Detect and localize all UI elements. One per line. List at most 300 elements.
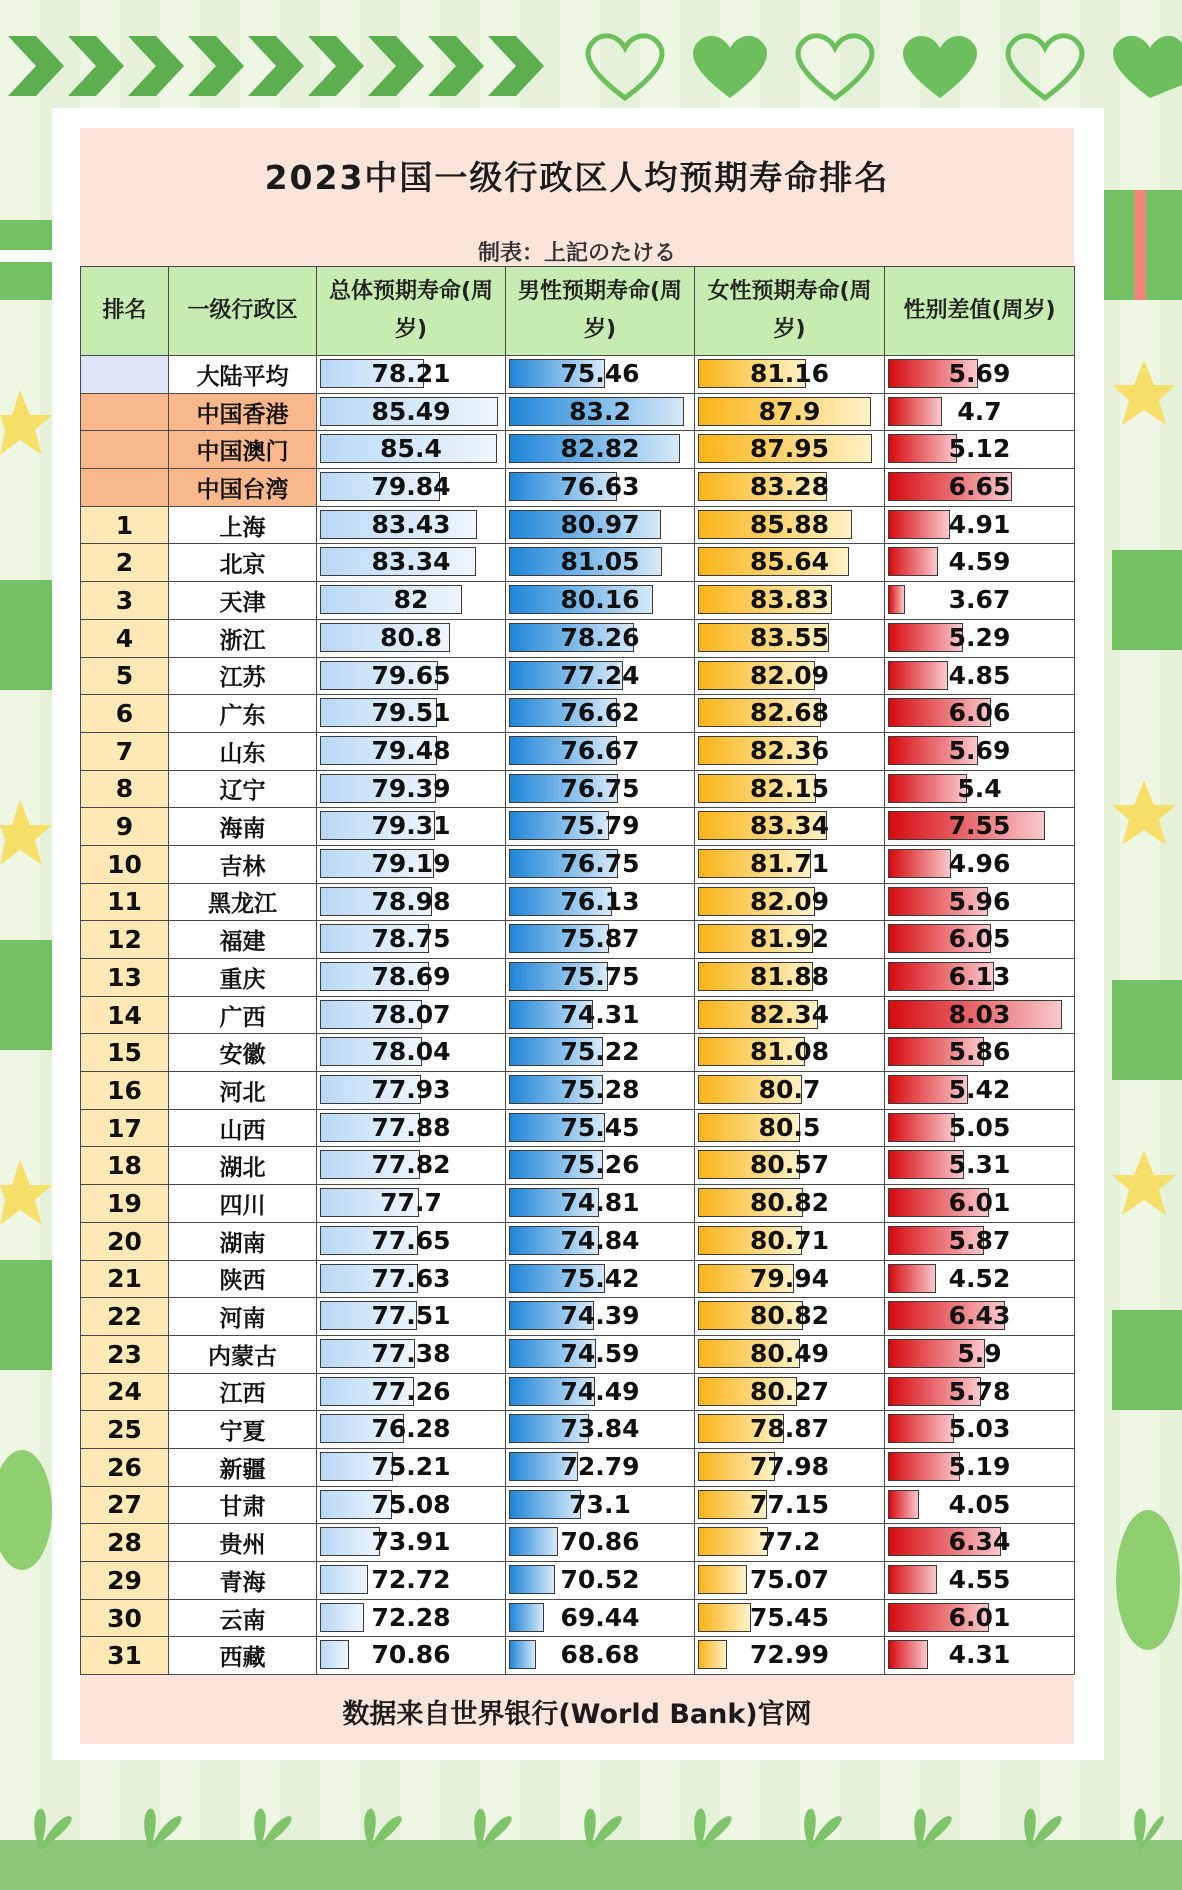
female-cell bbox=[695, 1185, 885, 1223]
gift-icon bbox=[1112, 1310, 1182, 1410]
rank-cell: 14 bbox=[81, 996, 169, 1034]
female-value: 85.64 bbox=[749, 547, 830, 577]
female-cell bbox=[695, 393, 885, 431]
table-row bbox=[81, 1524, 1075, 1562]
total-cell bbox=[317, 996, 506, 1034]
female-cell bbox=[695, 959, 885, 997]
table-row bbox=[81, 1147, 1075, 1185]
total-cell bbox=[317, 544, 506, 582]
total-cell bbox=[317, 1298, 506, 1336]
region-cell: 四川 bbox=[169, 1185, 317, 1223]
female-value: 81.92 bbox=[749, 924, 830, 954]
female-cell bbox=[695, 1298, 885, 1336]
rank-cell: 6 bbox=[81, 695, 169, 733]
table-row bbox=[81, 1486, 1075, 1524]
gap-value: 4.96 bbox=[948, 848, 1011, 878]
female-cell bbox=[695, 619, 885, 657]
rank-cell: 2 bbox=[81, 544, 169, 582]
total-value: 75.08 bbox=[371, 1489, 451, 1519]
female-cell bbox=[695, 770, 885, 808]
male-value: 75.42 bbox=[560, 1263, 640, 1293]
female-value: 82.68 bbox=[749, 698, 830, 728]
male-cell bbox=[506, 1562, 695, 1600]
total-cell bbox=[317, 845, 506, 883]
table-row bbox=[81, 1448, 1075, 1486]
female-value: 85.88 bbox=[749, 509, 830, 539]
total-cell bbox=[317, 469, 506, 507]
male-value: 76.62 bbox=[560, 698, 640, 728]
female-cell bbox=[695, 657, 885, 695]
total-value: 79.39 bbox=[371, 773, 451, 803]
female-value: 77.2 bbox=[758, 1527, 821, 1557]
region-cell: 贵州 bbox=[169, 1524, 317, 1562]
total-value: 79.19 bbox=[371, 848, 451, 878]
total-cell bbox=[317, 921, 506, 959]
right-decoration bbox=[1104, 150, 1182, 1700]
female-value: 77.98 bbox=[749, 1451, 830, 1481]
gap-cell bbox=[885, 393, 1075, 431]
male-cell bbox=[506, 1335, 695, 1373]
female-value: 81.71 bbox=[749, 848, 830, 878]
total-value: 77.38 bbox=[371, 1338, 451, 1368]
region-cell: 西藏 bbox=[169, 1637, 317, 1675]
rank-cell: 19 bbox=[81, 1185, 169, 1223]
female-value: 82.15 bbox=[749, 773, 830, 803]
gap-value: 5.87 bbox=[948, 1225, 1011, 1255]
total-cell bbox=[317, 1524, 506, 1562]
total-value: 75.21 bbox=[371, 1451, 451, 1481]
gap-value: 4.52 bbox=[948, 1263, 1011, 1293]
male-cell bbox=[506, 356, 695, 394]
male-value: 74.81 bbox=[560, 1188, 640, 1218]
male-value: 70.86 bbox=[560, 1527, 640, 1557]
gap-cell bbox=[885, 770, 1075, 808]
male-cell bbox=[506, 770, 695, 808]
gap-cell bbox=[885, 1072, 1075, 1110]
gap-value: 4.55 bbox=[948, 1565, 1011, 1594]
gap-value: 5.12 bbox=[948, 434, 1011, 464]
rank-cell: 25 bbox=[81, 1411, 169, 1449]
region-cell: 新疆 bbox=[169, 1448, 317, 1486]
gap-value: 4.31 bbox=[948, 1640, 1011, 1670]
region-cell: 大陆平均 bbox=[169, 356, 317, 394]
female-value: 80.71 bbox=[749, 1225, 830, 1255]
total-value: 79.31 bbox=[371, 811, 451, 841]
region-cell: 福建 bbox=[169, 921, 317, 959]
gap-value: 6.01 bbox=[948, 1602, 1011, 1632]
region-cell: 海南 bbox=[169, 808, 317, 846]
male-value: 81.05 bbox=[560, 547, 640, 577]
header-region: 一级行政区 bbox=[169, 267, 317, 356]
male-value: 73.1 bbox=[569, 1489, 631, 1519]
male-value: 83.2 bbox=[569, 396, 631, 426]
total-value: 78.98 bbox=[371, 886, 451, 916]
gap-cell bbox=[885, 883, 1075, 921]
header-male: 男性预期寿命(周岁) bbox=[506, 267, 695, 356]
gift-icon bbox=[1112, 980, 1182, 1080]
total-value: 83.34 bbox=[371, 547, 451, 577]
total-cell bbox=[317, 1448, 506, 1486]
gap-cell bbox=[885, 506, 1075, 544]
total-cell bbox=[317, 1637, 506, 1675]
female-cell bbox=[695, 1109, 885, 1147]
life-expectancy-table bbox=[80, 266, 1075, 1675]
chart-title: 2023中国一级行政区人均预期寿命排名 bbox=[264, 158, 890, 197]
table-row bbox=[81, 770, 1075, 808]
gift-icon bbox=[0, 1260, 52, 1370]
gap-cell bbox=[885, 732, 1075, 770]
rank-cell bbox=[81, 393, 169, 431]
rank-cell: 18 bbox=[81, 1147, 169, 1185]
gap-cell bbox=[885, 1109, 1075, 1147]
male-cell bbox=[506, 544, 695, 582]
female-cell bbox=[695, 356, 885, 394]
region-cell: 山东 bbox=[169, 732, 317, 770]
region-cell: 宁夏 bbox=[169, 1411, 317, 1449]
total-value: 76.28 bbox=[371, 1414, 451, 1444]
male-cell bbox=[506, 921, 695, 959]
female-value: 82.34 bbox=[749, 999, 830, 1029]
female-value: 72.99 bbox=[749, 1640, 830, 1670]
female-cell bbox=[695, 431, 885, 469]
female-value: 80.82 bbox=[749, 1301, 830, 1331]
male-value: 75.75 bbox=[560, 962, 640, 991]
total-value: 80.8 bbox=[380, 622, 442, 652]
total-value: 78.75 bbox=[371, 924, 451, 954]
male-cell bbox=[506, 695, 695, 733]
gap-value: 5.05 bbox=[948, 1112, 1011, 1142]
total-cell bbox=[317, 1599, 506, 1637]
table-row bbox=[81, 808, 1075, 846]
male-cell bbox=[506, 959, 695, 997]
male-value: 70.52 bbox=[560, 1565, 640, 1594]
table-row bbox=[81, 469, 1075, 507]
total-value: 78.04 bbox=[371, 1037, 451, 1067]
gap-value: 5.42 bbox=[948, 1075, 1011, 1105]
chevron-icons bbox=[8, 36, 544, 96]
rank-cell: 7 bbox=[81, 732, 169, 770]
male-value: 76.75 bbox=[560, 773, 640, 803]
female-value: 80.5 bbox=[758, 1112, 821, 1142]
table-row bbox=[81, 695, 1075, 733]
total-cell bbox=[317, 1147, 506, 1185]
star-icon bbox=[0, 1160, 52, 1225]
gap-value: 6.01 bbox=[948, 1188, 1011, 1218]
male-cell bbox=[506, 845, 695, 883]
region-cell: 中国香港 bbox=[169, 393, 317, 431]
female-cell bbox=[695, 1222, 885, 1260]
male-cell bbox=[506, 1109, 695, 1147]
gap-cell bbox=[885, 1147, 1075, 1185]
male-cell bbox=[506, 996, 695, 1034]
female-value: 78.87 bbox=[749, 1414, 830, 1444]
star-icon bbox=[0, 390, 52, 455]
female-cell bbox=[695, 506, 885, 544]
gap-cell bbox=[885, 1298, 1075, 1336]
rank-cell: 31 bbox=[81, 1637, 169, 1675]
male-value: 75.46 bbox=[560, 359, 640, 388]
gift-icon bbox=[0, 940, 52, 1050]
gap-cell bbox=[885, 1373, 1075, 1411]
female-value: 82.09 bbox=[749, 886, 830, 916]
total-value: 70.86 bbox=[371, 1640, 451, 1670]
female-cell bbox=[695, 582, 885, 620]
region-cell: 广东 bbox=[169, 695, 317, 733]
region-cell: 黑龙江 bbox=[169, 883, 317, 921]
source-note: 数据来自世界银行(World Bank)官网 bbox=[342, 1699, 812, 1730]
gap-value: 5.19 bbox=[948, 1451, 1011, 1481]
gap-cell bbox=[885, 1486, 1075, 1524]
rank-cell: 1 bbox=[81, 506, 169, 544]
male-cell bbox=[506, 1599, 695, 1637]
rank-cell: 12 bbox=[81, 921, 169, 959]
gap-value: 5.31 bbox=[948, 1150, 1011, 1180]
gap-value: 5.29 bbox=[948, 622, 1011, 652]
region-cell: 内蒙古 bbox=[169, 1335, 317, 1373]
total-cell bbox=[317, 959, 506, 997]
table-row bbox=[81, 1298, 1075, 1336]
region-cell: 安徽 bbox=[169, 1034, 317, 1072]
female-cell bbox=[695, 1034, 885, 1072]
rank-cell: 27 bbox=[81, 1486, 169, 1524]
female-cell bbox=[695, 1373, 885, 1411]
gap-cell bbox=[885, 431, 1075, 469]
male-value: 76.75 bbox=[560, 848, 640, 878]
gap-cell bbox=[885, 1524, 1075, 1562]
region-cell: 中国台湾 bbox=[169, 469, 317, 507]
female-cell bbox=[695, 1599, 885, 1637]
region-cell: 广西 bbox=[169, 996, 317, 1034]
gap-cell bbox=[885, 619, 1075, 657]
male-cell bbox=[506, 1034, 695, 1072]
table-row bbox=[81, 1411, 1075, 1449]
female-value: 80.27 bbox=[749, 1376, 830, 1406]
pea-character-icon bbox=[0, 1450, 52, 1570]
total-cell bbox=[317, 695, 506, 733]
female-cell bbox=[695, 1524, 885, 1562]
male-value: 80.97 bbox=[560, 509, 640, 539]
table-row bbox=[81, 845, 1075, 883]
rank-cell: 29 bbox=[81, 1562, 169, 1600]
region-cell: 天津 bbox=[169, 582, 317, 620]
total-cell bbox=[317, 1562, 506, 1600]
total-cell bbox=[317, 356, 506, 394]
male-cell bbox=[506, 1637, 695, 1675]
region-cell: 重庆 bbox=[169, 959, 317, 997]
total-cell bbox=[317, 732, 506, 770]
table-row bbox=[81, 619, 1075, 657]
table-row bbox=[81, 1185, 1075, 1223]
total-value: 83.43 bbox=[371, 509, 451, 539]
male-cell bbox=[506, 808, 695, 846]
male-cell bbox=[506, 1260, 695, 1298]
male-value: 76.67 bbox=[560, 735, 640, 765]
gap-value: 6.65 bbox=[948, 472, 1011, 502]
male-cell bbox=[506, 1222, 695, 1260]
region-cell: 江苏 bbox=[169, 657, 317, 695]
rank-cell: 22 bbox=[81, 1298, 169, 1336]
female-value: 87.95 bbox=[749, 434, 830, 464]
male-cell bbox=[506, 1448, 695, 1486]
pea-character-icon bbox=[1116, 1510, 1180, 1650]
rank-cell: 13 bbox=[81, 959, 169, 997]
gap-value: 3.67 bbox=[948, 585, 1011, 615]
bottom-decoration bbox=[0, 1740, 1182, 1890]
female-cell bbox=[695, 1072, 885, 1110]
gap-cell bbox=[885, 1562, 1075, 1600]
female-value: 87.9 bbox=[758, 396, 821, 426]
female-value: 80.82 bbox=[749, 1188, 830, 1218]
male-value: 74.31 bbox=[560, 999, 640, 1029]
total-value: 79.51 bbox=[371, 698, 451, 728]
region-cell: 湖南 bbox=[169, 1222, 317, 1260]
star-icon bbox=[1112, 360, 1176, 425]
table-row bbox=[81, 1072, 1075, 1110]
female-cell bbox=[695, 1637, 885, 1675]
header-female: 女性预期寿命(周岁) bbox=[695, 267, 885, 356]
rank-cell: 10 bbox=[81, 845, 169, 883]
rank-cell: 16 bbox=[81, 1072, 169, 1110]
female-value: 79.94 bbox=[749, 1263, 830, 1293]
gap-value: 6.05 bbox=[948, 924, 1011, 954]
female-value: 81.16 bbox=[749, 359, 830, 388]
gap-cell bbox=[885, 657, 1075, 695]
region-cell: 湖北 bbox=[169, 1147, 317, 1185]
table-row bbox=[81, 1109, 1075, 1147]
rank-cell: 24 bbox=[81, 1373, 169, 1411]
chart-credit: 制表：上記のたける bbox=[477, 241, 676, 266]
gap-cell bbox=[885, 1222, 1075, 1260]
gap-cell bbox=[885, 1335, 1075, 1373]
female-value: 80.7 bbox=[758, 1075, 821, 1105]
gap-cell bbox=[885, 845, 1075, 883]
female-cell bbox=[695, 1260, 885, 1298]
female-cell bbox=[695, 808, 885, 846]
total-cell bbox=[317, 808, 506, 846]
gap-cell bbox=[885, 808, 1075, 846]
region-cell: 上海 bbox=[169, 506, 317, 544]
table-row bbox=[81, 582, 1075, 620]
rank-cell: 17 bbox=[81, 1109, 169, 1147]
female-value: 80.57 bbox=[749, 1150, 830, 1180]
gap-value: 8.03 bbox=[948, 999, 1011, 1029]
total-value: 77.88 bbox=[371, 1112, 451, 1142]
table-row bbox=[81, 431, 1075, 469]
male-cell bbox=[506, 582, 695, 620]
gap-cell bbox=[885, 469, 1075, 507]
male-value: 73.84 bbox=[560, 1414, 640, 1444]
rank-cell: 23 bbox=[81, 1335, 169, 1373]
gap-value: 4.7 bbox=[957, 396, 1002, 426]
total-value: 77.82 bbox=[371, 1150, 451, 1180]
gap-cell bbox=[885, 959, 1075, 997]
female-cell bbox=[695, 1411, 885, 1449]
female-value: 83.83 bbox=[749, 585, 830, 615]
female-value: 75.45 bbox=[749, 1602, 830, 1632]
region-cell: 辽宁 bbox=[169, 770, 317, 808]
total-value: 79.48 bbox=[371, 735, 451, 765]
male-cell bbox=[506, 883, 695, 921]
total-cell bbox=[317, 1486, 506, 1524]
male-cell bbox=[506, 1185, 695, 1223]
rank-cell: 28 bbox=[81, 1524, 169, 1562]
total-cell bbox=[317, 1260, 506, 1298]
female-cell bbox=[695, 732, 885, 770]
gap-value: 5.96 bbox=[948, 886, 1011, 916]
female-cell bbox=[695, 996, 885, 1034]
rank-cell: 3 bbox=[81, 582, 169, 620]
female-cell bbox=[695, 921, 885, 959]
gap-cell bbox=[885, 695, 1075, 733]
table-row bbox=[81, 1562, 1075, 1600]
male-value: 69.44 bbox=[560, 1602, 640, 1632]
left-decoration bbox=[0, 200, 52, 1700]
header-total: 总体预期寿命(周岁) bbox=[317, 267, 506, 356]
gap-cell bbox=[885, 1260, 1075, 1298]
gap-value: 6.13 bbox=[948, 962, 1011, 991]
total-value: 82 bbox=[393, 585, 429, 615]
gap-value: 5.78 bbox=[948, 1376, 1011, 1406]
total-value: 79.84 bbox=[371, 472, 451, 502]
total-value: 77.65 bbox=[371, 1225, 451, 1255]
rank-cell: 5 bbox=[81, 657, 169, 695]
male-value: 72.79 bbox=[560, 1451, 640, 1481]
total-value: 77.26 bbox=[371, 1376, 451, 1406]
region-cell: 吉林 bbox=[169, 845, 317, 883]
female-cell bbox=[695, 883, 885, 921]
table-row bbox=[81, 1034, 1075, 1072]
table-header-row bbox=[81, 267, 1075, 356]
gap-value: 6.34 bbox=[948, 1527, 1011, 1557]
male-value: 78.26 bbox=[560, 622, 640, 652]
table-row bbox=[81, 1335, 1075, 1373]
gap-cell bbox=[885, 1637, 1075, 1675]
gap-value: 5.03 bbox=[948, 1414, 1011, 1444]
total-value: 78.69 bbox=[371, 962, 451, 991]
region-cell: 河南 bbox=[169, 1298, 317, 1336]
male-value: 75.22 bbox=[560, 1037, 640, 1067]
female-value: 83.34 bbox=[749, 811, 830, 841]
total-value: 85.49 bbox=[371, 396, 451, 426]
gap-cell bbox=[885, 582, 1075, 620]
female-value: 82.36 bbox=[749, 735, 830, 765]
total-cell bbox=[317, 1072, 506, 1110]
male-cell bbox=[506, 1373, 695, 1411]
rank-cell bbox=[81, 469, 169, 507]
table-row bbox=[81, 1373, 1075, 1411]
star-icon bbox=[1112, 1150, 1176, 1215]
female-cell bbox=[695, 1448, 885, 1486]
male-value: 74.84 bbox=[560, 1225, 640, 1255]
male-value: 80.16 bbox=[560, 585, 640, 615]
total-cell bbox=[317, 431, 506, 469]
table-row bbox=[81, 732, 1075, 770]
total-value: 78.21 bbox=[371, 359, 451, 388]
table-row bbox=[81, 544, 1075, 582]
region-cell: 浙江 bbox=[169, 619, 317, 657]
gap-value: 6.06 bbox=[948, 698, 1011, 728]
gift-icon bbox=[1104, 190, 1182, 300]
rank-cell: 30 bbox=[81, 1599, 169, 1637]
gap-value: 5.69 bbox=[948, 735, 1011, 765]
male-value: 75.79 bbox=[560, 811, 640, 841]
gap-value: 4.05 bbox=[948, 1489, 1011, 1519]
rank-cell: 20 bbox=[81, 1222, 169, 1260]
table-row bbox=[81, 921, 1075, 959]
female-cell bbox=[695, 845, 885, 883]
table-row bbox=[81, 506, 1075, 544]
total-value: 77.93 bbox=[371, 1075, 451, 1105]
